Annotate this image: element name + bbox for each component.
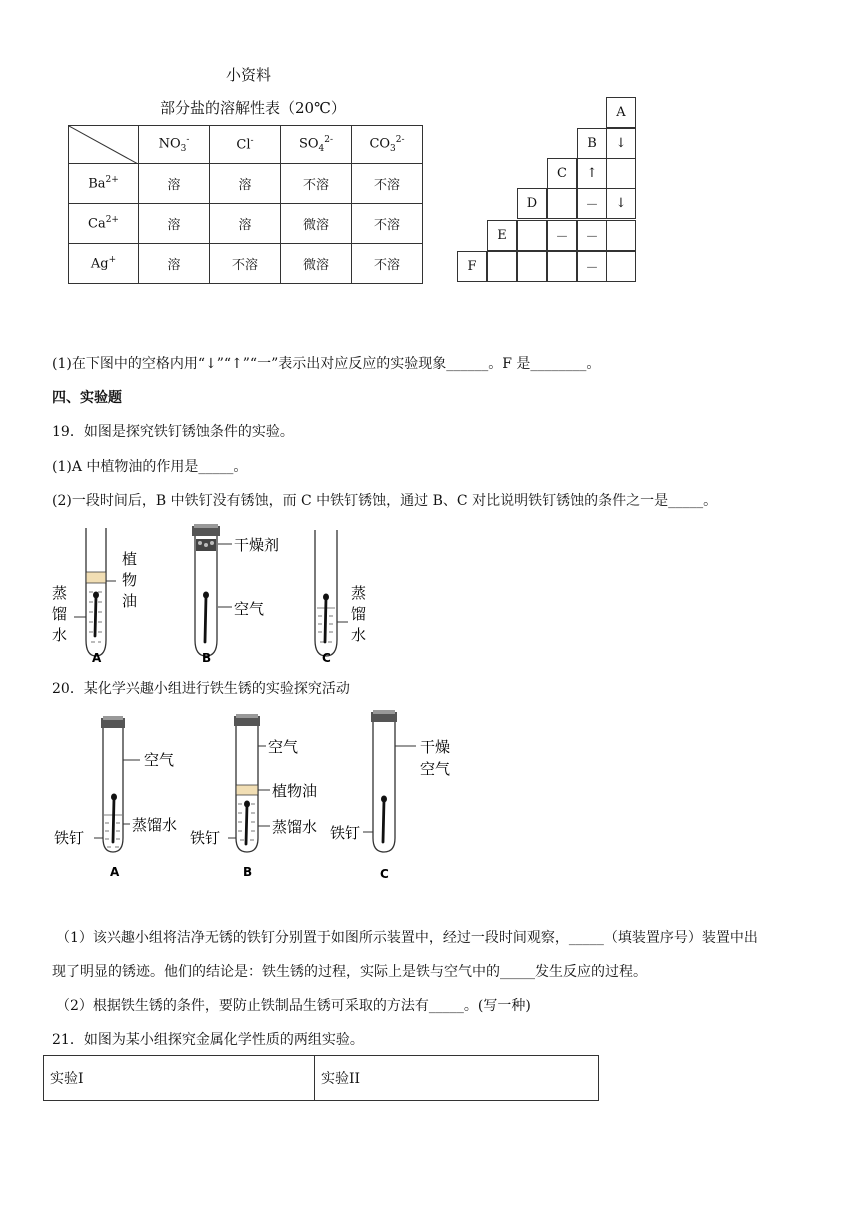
label-b-oil: 植物油 xyxy=(272,782,318,800)
label-tube-c: C xyxy=(322,651,331,665)
label-a-air: 空气 xyxy=(144,751,175,769)
label-a-water-1: 蒸 xyxy=(52,584,68,602)
label-b-air: 空气 xyxy=(234,600,265,618)
label-tube-a-20: A xyxy=(110,865,120,879)
grid-mark-ba: ↓ xyxy=(606,128,636,159)
grid-label-c: C xyxy=(547,158,577,189)
question-20-2: （2）根据铁生锈的条件，要防止铁制品生锈可采取的方法有_____。(写一种) xyxy=(56,998,531,1014)
experiment-1-cell: 实验I xyxy=(44,1056,315,1101)
table-corner xyxy=(69,126,139,164)
question-19-stem: 19．如图是探究铁钉锈蚀条件的实验。 xyxy=(52,424,294,440)
row-header: $Ba^{2+}$ xyxy=(69,164,139,204)
label-c-water-3: 水 xyxy=(351,626,367,644)
resource-title: 小资料 xyxy=(226,66,272,84)
tube-a xyxy=(52,528,137,665)
figure-20 xyxy=(48,708,468,886)
grid-mark-fb: － xyxy=(577,251,607,282)
question-19-2: (2)一段时间后，B 中铁钉没有锈蚀，而 C 中铁钉锈蚀，通过 B、C 对比说明铁钉锈蚀的条件之一是_____。 xyxy=(52,493,718,509)
question-20-stem: 20．某化学兴趣小组进行铁生锈的实验探究活动 xyxy=(52,681,350,697)
table-cell: 溶 xyxy=(139,164,210,204)
grid-mark-da: ↓ xyxy=(606,188,636,219)
table-cell: 溶 xyxy=(139,244,210,284)
label-a-nail: 铁钉 xyxy=(54,829,85,847)
grid-mark-ea xyxy=(606,220,636,251)
label-c-nail: 铁钉 xyxy=(330,824,361,842)
grid-mark-cb: ↑ xyxy=(577,158,607,189)
figure-19 xyxy=(48,522,388,667)
question-21-stem: 21．如图为某小组探究金属化学性质的两组实验。 xyxy=(52,1032,364,1048)
section-heading: 四、实验题 xyxy=(52,390,122,406)
grid-mark-eb: － xyxy=(577,220,607,251)
grid-mark-ed xyxy=(517,220,547,251)
question-20-1a: （1）该兴趣小组将洁净无锈的铁钉分别置于如图所示装置中，经过一段时间观察，_____（填装置序号）装置中出 xyxy=(56,930,758,946)
table-cell: 溶 xyxy=(210,164,281,204)
col-header: $SO_4^{2-}$ xyxy=(281,126,352,164)
grid-label-b: B xyxy=(577,128,607,159)
table-cell: 不溶 xyxy=(352,204,423,244)
label-c-water-2: 馏 xyxy=(351,605,367,623)
grid-label-a: A xyxy=(606,97,636,128)
grid-label-d: D xyxy=(517,188,547,219)
table-row xyxy=(69,244,423,284)
question-19-1: (1)A 中植物油的作用是_____。 xyxy=(52,459,248,475)
grid-label-e: E xyxy=(487,220,517,251)
table-row xyxy=(44,1056,599,1101)
label-a-water: 蒸馏水 xyxy=(132,816,178,834)
label-a-oil-2: 物 xyxy=(122,571,138,589)
experiment-2-cell: 实验II xyxy=(315,1056,599,1101)
label-c-water-1: 蒸 xyxy=(351,584,367,602)
table-row xyxy=(69,204,423,244)
label-tube-b-20: B xyxy=(243,865,253,879)
table-cell: 微溶 xyxy=(281,204,352,244)
table-title: 部分盐的溶解性表（20℃） xyxy=(160,99,346,117)
label-a-oil-3: 油 xyxy=(122,592,138,610)
label-c-dry-2: 空气 xyxy=(420,760,451,778)
tube-b xyxy=(192,524,279,665)
label-b-nail: 铁钉 xyxy=(190,829,221,847)
question-18-1: (1)在下图中的空格内用“↓”“↑”“一”表示出对应反应的实验现象______。F 是________。 xyxy=(52,356,601,372)
label-b-desiccant: 干燥剂 xyxy=(234,536,280,554)
table-cell: 溶 xyxy=(139,204,210,244)
grid-mark-ca xyxy=(606,158,636,189)
label-tube-c-20: C xyxy=(380,867,389,881)
tube-a-20 xyxy=(54,716,177,879)
table-cell: 不溶 xyxy=(210,244,281,284)
grid-mark-fa xyxy=(606,251,636,282)
question-20-1b: 现了明显的锈迹。他们的结论是：铁生锈的过程，实际上是铁与空气中的_____发生反应的过程。 xyxy=(52,964,647,980)
label-tube-a: A xyxy=(92,651,102,665)
table-cell: 溶 xyxy=(210,204,281,244)
row-header: $Ca^{2+}$ xyxy=(69,204,139,244)
grid-mark-dc xyxy=(547,188,577,219)
label-c-dry-1: 干燥 xyxy=(420,738,451,756)
solubility-table xyxy=(68,125,423,284)
label-a-water-2: 馏 xyxy=(52,605,68,623)
table-cell: 不溶 xyxy=(281,164,352,204)
label-b-water: 蒸馏水 xyxy=(272,818,318,836)
grid-mark-ec: － xyxy=(547,220,577,251)
table-cell: 不溶 xyxy=(352,244,423,284)
label-tube-b: B xyxy=(202,651,212,665)
table-row xyxy=(69,164,423,204)
grid-mark-fd xyxy=(517,251,547,282)
experiment-table xyxy=(43,1055,599,1101)
tube-c-20 xyxy=(330,710,450,881)
grid-mark-db: － xyxy=(577,188,607,219)
table-cell: 微溶 xyxy=(281,244,352,284)
grid-mark-fe xyxy=(487,251,517,282)
grid-label-f: F xyxy=(457,251,487,282)
col-header: Cl- xyxy=(210,126,281,164)
col-header: $CO_3^{2-}$ xyxy=(352,126,423,164)
label-a-oil-1: 植 xyxy=(122,550,138,568)
grid-mark-fc xyxy=(547,251,577,282)
tube-c xyxy=(315,530,366,665)
table-cell: 不溶 xyxy=(352,164,423,204)
col-header: $NO_3^-$ xyxy=(139,126,210,164)
row-header: Ag+ xyxy=(69,244,139,284)
label-a-water-3: 水 xyxy=(52,626,68,644)
label-b-air: 空气 xyxy=(268,738,299,756)
tube-b-20 xyxy=(190,714,317,879)
